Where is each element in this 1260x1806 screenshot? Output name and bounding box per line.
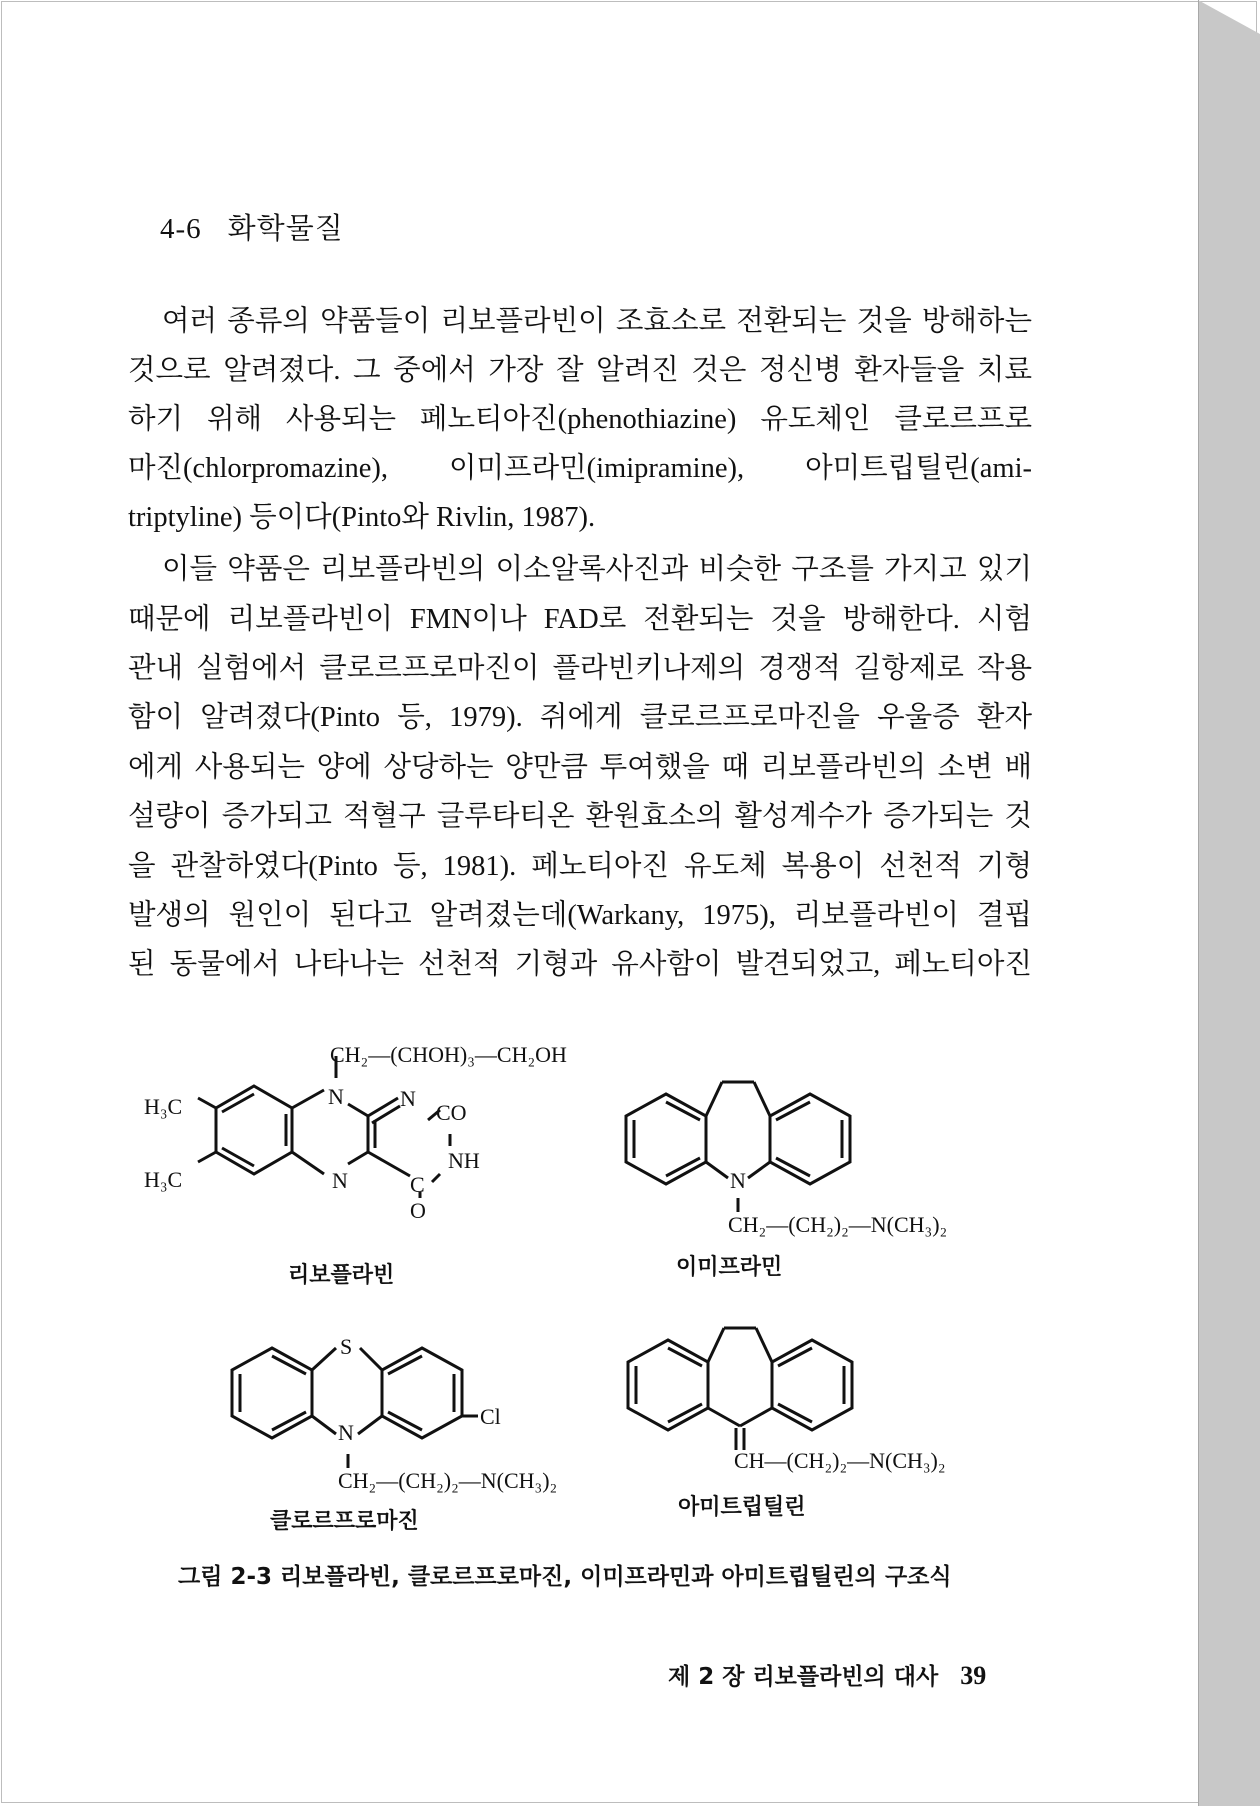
riboflavin-c-label: C <box>410 1172 425 1197</box>
book-page <box>2 2 1200 1802</box>
page-edge <box>1198 0 1260 1806</box>
chlorpromazine-cl-label: Cl <box>480 1404 501 1429</box>
amitriptyline-structure <box>628 1328 852 1450</box>
paragraph-line: 여러 종류의 약품들이 리보플라빈이 조효소로 전환되는 것을 방해하는 <box>162 306 1032 337</box>
riboflavin-methyl-label: H₃C <box>144 1094 183 1119</box>
paragraph-line: 설량이 증가되고 적혈구 글루타티온 환원효소의 활성계수가 증가되는 것 <box>128 801 1032 832</box>
riboflavin-side-chain-label: CH₂—(CHOH)₃—CH₂OH <box>330 1042 567 1067</box>
paragraph-line: 이들 약품은 리보플라빈의 이소알록사진과 비슷한 구조를 가지고 있기 <box>162 554 1032 585</box>
paragraph-line: 때문에 리보플라빈이 FMN이나 FAD로 전환되는 것을 방해한다. 시험 <box>128 604 1032 635</box>
riboflavin-o-label: O <box>410 1198 426 1223</box>
chlorpromazine-structure <box>232 1348 478 1468</box>
paragraph-line: 을 관찰하였다(Pinto 등, 1981). 페노티아진 유도체 복용이 선천적 기형 <box>128 851 1032 882</box>
figure-caption: 그림 2-3 리보플라빈, 클로르프로마진, 이미프라민과 아미트립틸린의 구조식 <box>178 1564 952 1590</box>
amitriptyline-caption: 아미트립틸린 <box>678 1495 806 1520</box>
riboflavin-nh-label: NH <box>448 1148 480 1173</box>
imipramine-side-chain-label: CH₂—(CH₂)₂—N(CH₃)₂ <box>728 1212 948 1237</box>
paragraph-line: 발생의 원인이 된다고 알려졌는데(Warkany, 1975), 리보플라빈이 결핍 <box>128 900 1032 931</box>
riboflavin-caption: 리보플라빈 <box>288 1263 395 1288</box>
paragraph-line: 에게 사용되는 양에 상당하는 양만큼 투여했을 때 리보플라빈의 소변 배 <box>128 752 1032 783</box>
riboflavin-methyl-label: H₃C <box>144 1167 183 1192</box>
amitriptyline-side-chain-label: CH—(CH₂)₂—N(CH₃)₂ <box>734 1448 946 1473</box>
section-number: 4-6 <box>160 213 202 245</box>
chlorpromazine-caption: 클로르프로마진 <box>270 1509 419 1534</box>
paragraph-line: triptyline) 등이다(Pinto와 Rivlin, 1987). <box>128 502 596 533</box>
imipramine-n-label: N <box>730 1168 746 1193</box>
paragraph-line: 하기 위해 사용되는 페노티아진(phenothiazine) 유도체인 클로르프로 <box>128 404 1032 435</box>
paragraph-line: 된 동물에서 나타나는 선천적 기형과 유사함이 발견되었고, 페노티아진 <box>128 949 1032 980</box>
paragraph-line: 관내 실험에서 클로르프로마진이 플라빈키나제의 경쟁적 길항제로 작용 <box>128 653 1032 684</box>
imipramine-caption: 이미프라민 <box>676 1255 783 1280</box>
riboflavin-n-label: N <box>328 1084 344 1109</box>
riboflavin-n-label: N <box>332 1168 348 1193</box>
chlorpromazine-side-chain-label: CH₂—(CH₂)₂—N(CH₃)₂ <box>338 1468 558 1493</box>
chlorpromazine-n-label: N <box>338 1420 354 1445</box>
chlorpromazine-s-label: S <box>340 1334 353 1359</box>
paragraph-line: 마진(chlorpromazine), 이미프라민(imipramine), 아미트립틸린(ami- <box>128 453 1032 484</box>
section-title: 화학물질 <box>227 211 344 245</box>
chapter-title: 제 2 장 리보플라빈의 대사 <box>668 1664 939 1690</box>
page-footer <box>668 1658 986 1691</box>
riboflavin-co-label: CO <box>436 1100 467 1125</box>
page-number: 39 <box>960 1661 987 1690</box>
structure-diagrams <box>2 2 1200 1802</box>
paragraph-line: 함이 알려졌다(Pinto 등, 1979). 쥐에게 클로르프로마진을 우울증 환자 <box>128 702 1032 733</box>
paragraph-line: 것으로 알려졌다. 그 중에서 가장 잘 알려진 것은 정신병 환자들을 치료 <box>128 355 1032 386</box>
riboflavin-n-label: N <box>400 1086 416 1111</box>
